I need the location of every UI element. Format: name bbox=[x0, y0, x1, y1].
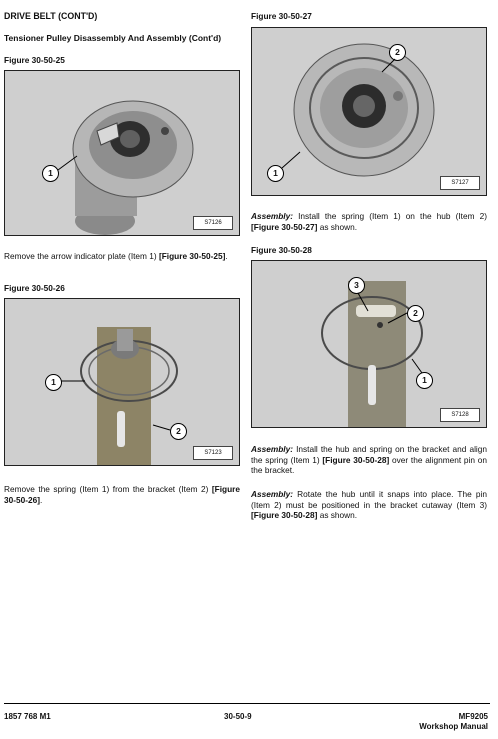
figure-25-code: S7126 bbox=[193, 216, 233, 230]
paragraph-install-spring: Assembly: Install the spring (Item 1) on the hub (Item 2) [Figure 30-50-27] as shown. bbox=[251, 211, 487, 232]
figure-25-photo bbox=[4, 70, 240, 236]
figure-27-photo bbox=[251, 27, 487, 196]
paragraph-remove-indicator: Remove the arrow indicator plate (Item 1) [Figure 30-50-25]. bbox=[4, 251, 228, 261]
figure-27-callout-1: 1 bbox=[267, 165, 284, 182]
figure-27-label: Figure 30-50-27 bbox=[251, 11, 312, 21]
footer-part-number: 1857 768 M1 bbox=[4, 712, 51, 721]
figure-25-leader-line bbox=[5, 71, 240, 236]
section-title: DRIVE BELT (CONT'D) bbox=[4, 11, 98, 21]
figure-28-callout-2: 2 bbox=[407, 305, 424, 322]
figure-26-callout-1: 1 bbox=[45, 374, 62, 391]
footer-rule bbox=[4, 703, 490, 704]
figure-28-leader-lines bbox=[252, 261, 487, 428]
figure-25-callout-1: 1 bbox=[42, 165, 59, 182]
figure-28-label: Figure 30-50-28 bbox=[251, 245, 312, 255]
figure-28-callout-1: 1 bbox=[416, 372, 433, 389]
section-subtitle: Tensioner Pulley Disassembly And Assembly (Cont'd) bbox=[4, 33, 222, 43]
figure-25-label: Figure 30-50-25 bbox=[4, 55, 65, 65]
figure-26-callout-2: 2 bbox=[170, 423, 187, 440]
footer-manual: Workshop Manual bbox=[419, 722, 488, 731]
figure-27-code: S7127 bbox=[440, 176, 480, 190]
footer-page-number: 30-50-9 bbox=[224, 712, 252, 721]
figure-26-photo bbox=[4, 298, 240, 466]
figure-27-leader-lines bbox=[252, 28, 487, 196]
figure-28-photo bbox=[251, 260, 487, 428]
figure-26-label: Figure 30-50-26 bbox=[4, 283, 65, 293]
paragraph-remove-spring: Remove the spring (Item 1) from the bracket (Item 2) [Figure 30-50-26]. bbox=[4, 484, 240, 505]
paragraph-install-hub: Assembly: Install the hub and spring on the bracket and align the spring (Item 1) [Figure 30-50-28] over the alignment pin on the bracket. bbox=[251, 444, 487, 475]
footer-model: MF9205 bbox=[458, 712, 488, 721]
figure-26-leader-lines bbox=[5, 299, 240, 466]
paragraph-rotate-hub: Assembly: Rotate the hub until it snaps into place. The pin (Item 2) must be positioned in the bracket cutaway (Item 3) [Figure 30-50-28] as shown. bbox=[251, 489, 487, 520]
figure-26-code: S7123 bbox=[193, 446, 233, 460]
figure-27-callout-2: 2 bbox=[389, 44, 406, 61]
figure-28-callout-3: 3 bbox=[348, 277, 365, 294]
figure-28-code: S7128 bbox=[440, 408, 480, 422]
